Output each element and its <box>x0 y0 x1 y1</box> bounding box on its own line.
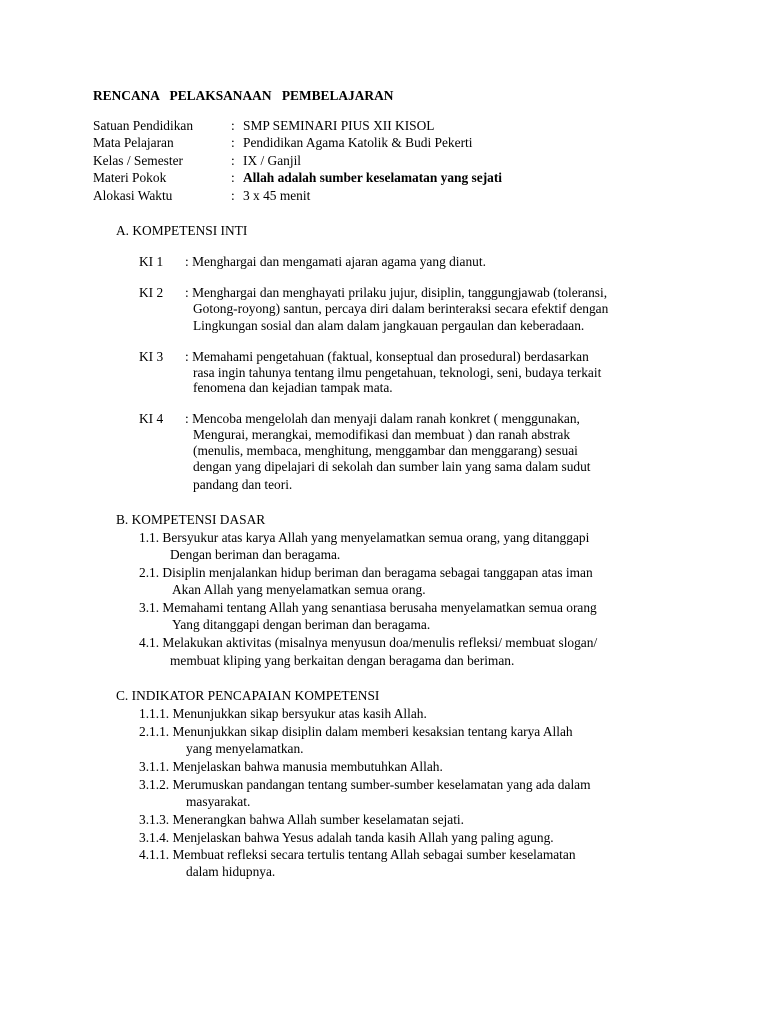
identity-label: Kelas / Semester <box>93 153 183 168</box>
ki-text-line: : Menghargai dan mengamati ajaran agama yang dianut. <box>185 254 486 269</box>
indicator-item-line: 3.1.1. Menjelaskan bahwa manusia membutuhkan Allah. <box>139 759 443 774</box>
indicator-item-line: dalam hidupnya. <box>186 864 276 879</box>
identity-value: Pendidikan Agama Katolik & Budi Pekerti <box>243 135 473 150</box>
section-heading-a: A. KOMPETENSI INTI <box>116 223 248 238</box>
indicator-item-line: 4.1.1. Membuat refleksi secara tertulis tentang Allah sebagai sumber keselamatan <box>139 847 576 862</box>
ki-text-line: pandang dan teori. <box>193 477 293 492</box>
identity-separator: : <box>231 188 235 203</box>
kd-item-line: 1.1. Bersyukur atas karya Allah yang menyelamatkan semua orang, yang ditanggapi <box>139 530 590 545</box>
identity-label: Materi Pokok <box>93 170 167 185</box>
kd-item-line: 3.1. Memahami tentang Allah yang senantiasa berusaha menyelamatkan semua orang <box>139 600 597 615</box>
ki-code: KI 4 <box>139 411 164 426</box>
identity-label: Satuan Pendidikan <box>93 118 194 133</box>
indicator-item-line: 3.1.2. Merumuskan pandangan tentang sumber-sumber keselamatan yang ada dalam <box>139 777 591 792</box>
ki-text-line: Gotong-royong) santun, percaya diri dalam berinteraksi secara efektif dengan <box>193 301 609 316</box>
indicator-item-line: 2.1.1. Menunjukkan sikap disiplin dalam memberi kesaksian tentang karya Allah <box>139 724 573 739</box>
kd-item-line: Dengan beriman dan beragama. <box>170 547 341 562</box>
ki-text-line: (menulis, membaca, menghitung, menggambar dan menggarang) sesuai <box>193 443 578 458</box>
kd-item-line: 4.1. Melakukan aktivitas (misalnya menyusun doa/menulis refleksi/ membuat slogan/ <box>139 635 598 650</box>
indicator-item-line: 1.1.1. Menunjukkan sikap bersyukur atas kasih Allah. <box>139 706 427 721</box>
ki-text-line: fenomena dan kejadian tampak mata. <box>193 380 393 395</box>
ki-text-line: dengan yang dipelajari di sekolah dan sumber lain yang sama dalam sudut <box>193 459 591 474</box>
ki-text-line: : Mencoba mengelolah dan menyaji dalam ranah konkret ( menggunakan, <box>185 411 580 426</box>
section-heading-b: B. KOMPETENSI DASAR <box>116 512 266 527</box>
kd-item-line: Akan Allah yang menyelamatkan semua orang. <box>172 582 426 597</box>
ki-text-line: rasa ingin tahunya tentang ilmu pengetahuan, teknologi, seni, budaya terkait <box>193 365 602 380</box>
identity-label: Alokasi Waktu <box>93 188 173 203</box>
identity-separator: : <box>231 135 235 150</box>
identity-value: IX / Ganjil <box>243 153 302 168</box>
section-heading-c: C. INDIKATOR PENCAPAIAN KOMPETENSI <box>116 688 380 703</box>
ki-code: KI 3 <box>139 349 164 364</box>
kd-item-line: membuat kliping yang berkaitan dengan beragama dan beriman. <box>170 653 515 668</box>
identity-separator: : <box>231 153 235 168</box>
kd-item-line: 2.1. Disiplin menjalankan hidup beriman dan beragama sebagai tanggapan atas iman <box>139 565 593 580</box>
ki-code: KI 2 <box>139 285 164 300</box>
identity-separator: : <box>231 118 235 133</box>
indicator-item-line: 3.1.4. Menjelaskan bahwa Yesus adalah tanda kasih Allah yang paling agung. <box>139 830 554 845</box>
identity-value: 3 x 45 menit <box>243 188 311 203</box>
indicator-item-line: yang menyelamatkan. <box>186 741 304 756</box>
ki-text-line: : Memahami pengetahuan (faktual, konseptual dan prosedural) berdasarkan <box>185 349 589 364</box>
kd-item-line: Yang ditanggapi dengan beriman dan beragama. <box>172 617 431 632</box>
indicator-item-line: 3.1.3. Menerangkan bahwa Allah sumber keselamatan sejati. <box>139 812 464 827</box>
page-title: RENCANA PELAKSANAAN PEMBELAJARAN <box>93 88 394 103</box>
ki-code: KI 1 <box>139 254 164 269</box>
indicator-item-line: masyarakat. <box>186 794 251 809</box>
ki-text-line: Lingkungan sosial dan alam dalam jangkauan pergaulan dan keberadaan. <box>193 318 585 333</box>
identity-value-topic: Allah adalah sumber keselamatan yang sejati <box>243 170 503 185</box>
ki-text-line: Mengurai, merangkai, memodifikasi dan membuat ) dan ranah abstrak <box>193 427 571 442</box>
identity-value: SMP SEMINARI PIUS XII KISOL <box>243 118 435 133</box>
identity-label: Mata Pelajaran <box>93 135 174 150</box>
identity-separator: : <box>231 170 235 185</box>
ki-text-line: : Menghargai dan menghayati prilaku jujur, disiplin, tanggungjawab (toleransi, <box>185 285 608 300</box>
